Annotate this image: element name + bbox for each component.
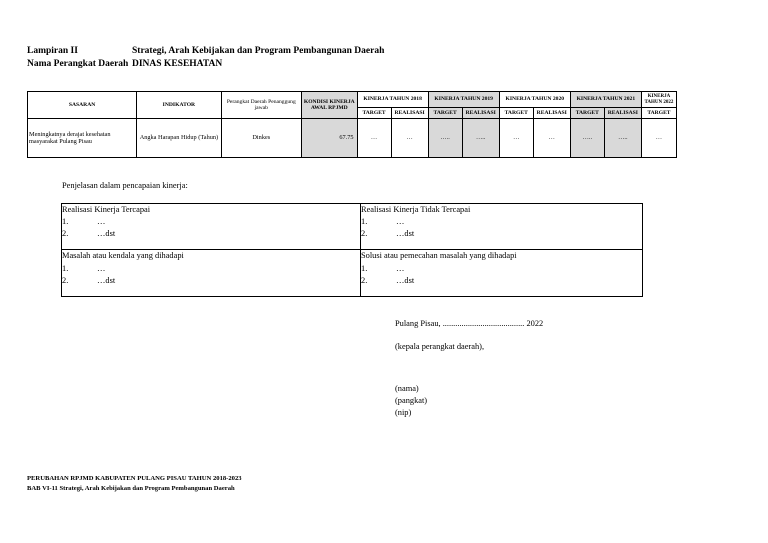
- item-number: 2.: [62, 229, 69, 238]
- signature-pangkat: (pangkat): [395, 396, 428, 405]
- cell-value: …..: [462, 119, 499, 158]
- sub-realisasi: REALISASI: [391, 108, 428, 119]
- cell-kondisi: 67.75: [301, 119, 357, 158]
- cell-value: …..: [428, 119, 462, 158]
- sub-target: TARGET: [641, 108, 676, 119]
- signature-kepala: (kepala perangkat daerah),: [395, 342, 485, 351]
- item-text: …: [396, 217, 405, 226]
- lampiran-value: Strategi, Arah Kebijakan dan Program Pembangunan Daerah: [132, 46, 385, 56]
- item-text: …: [97, 264, 106, 273]
- sub-target: TARGET: [570, 108, 604, 119]
- sub-realisasi: REALISASI: [533, 108, 570, 119]
- sub-realisasi: REALISASI: [462, 108, 499, 119]
- item-text: …dst: [97, 229, 116, 238]
- sub-realisasi: REALISASI: [604, 108, 641, 119]
- signature-place-date: Pulang Pisau, ....................................... 2022: [395, 319, 544, 328]
- lampiran-label: Lampiran II: [27, 46, 78, 56]
- item-number: 1.: [361, 264, 368, 273]
- item-number: 1.: [361, 217, 368, 226]
- group-2021: KINERJA TAHUN 2021: [570, 92, 641, 108]
- item-number: 1.: [62, 217, 69, 226]
- cell-value: …: [641, 119, 676, 158]
- item-text: …: [97, 217, 106, 226]
- realisasi-tidak-title: Realisasi Kinerja Tidak Tercapai: [361, 205, 471, 214]
- masalah-title: Masalah atau kendala yang dihadapi: [62, 251, 184, 260]
- kinerja-table: [27, 91, 677, 158]
- realisasi-tercapai-title: Realisasi Kinerja Tercapai: [62, 205, 151, 214]
- cell-value: …..: [570, 119, 604, 158]
- item-text: …dst: [97, 276, 116, 285]
- footer-line-2: BAB VI-11 Strategi, Arah Kebijakan dan Program Pembangunan Daerah: [27, 485, 235, 492]
- item-text: …: [396, 264, 405, 273]
- item-text: …dst: [396, 229, 415, 238]
- table-row: [28, 119, 677, 158]
- sub-target: TARGET: [428, 108, 462, 119]
- penjelasan-title: Penjelasan dalam pencapaian kinerja:: [62, 181, 188, 190]
- sub-target: TARGET: [357, 108, 391, 119]
- signature-nama: (nama): [395, 384, 419, 393]
- sub-target: TARGET: [499, 108, 533, 119]
- cell-value: …: [357, 119, 391, 158]
- cell-perangkat: Dinkes: [221, 119, 301, 158]
- group-2018: KINERJA TAHUN 2018: [357, 92, 428, 108]
- col-indikator: INDIKATOR: [137, 92, 221, 119]
- signature-nip: (nip): [395, 408, 412, 417]
- col-sasaran: SASARAN: [28, 92, 137, 119]
- item-number: 2.: [361, 276, 368, 285]
- footer-line-1: PERUBAHAN RPJMD KABUPATEN PULANG PISAU TAHUN 2018-2023: [27, 475, 242, 482]
- perangkat-value: DINAS KESEHATAN: [132, 59, 223, 69]
- cell-indikator: Angka Harapan Hidup (Tahun): [137, 119, 221, 158]
- item-number: 2.: [361, 229, 368, 238]
- group-2022: KINERJA TAHUN 2022: [641, 92, 676, 108]
- cell-value: …: [533, 119, 570, 158]
- cell-value: …: [499, 119, 533, 158]
- solusi-title: Solusi atau pemecahan masalah yang dihadapi: [361, 251, 517, 260]
- item-number: 1.: [62, 264, 69, 273]
- col-perangkat: Perangkat Daerah Penanggung jawab: [221, 92, 301, 119]
- perangkat-label: Nama Perangkat Daerah: [27, 59, 129, 69]
- group-2020: KINERJA TAHUN 2020: [499, 92, 570, 108]
- cell-value: …..: [604, 119, 641, 158]
- group-2019: KINERJA TAHUN 2019: [428, 92, 499, 108]
- col-kondisi: KONDISI KINERJA AWAL RPJMD: [301, 92, 357, 119]
- item-number: 2.: [62, 276, 69, 285]
- cell-value: …: [391, 119, 428, 158]
- cell-sasaran: Meningkatnya derajat kesehatan masyarakat Pulang Pisau: [28, 119, 137, 158]
- item-text: …dst: [396, 276, 415, 285]
